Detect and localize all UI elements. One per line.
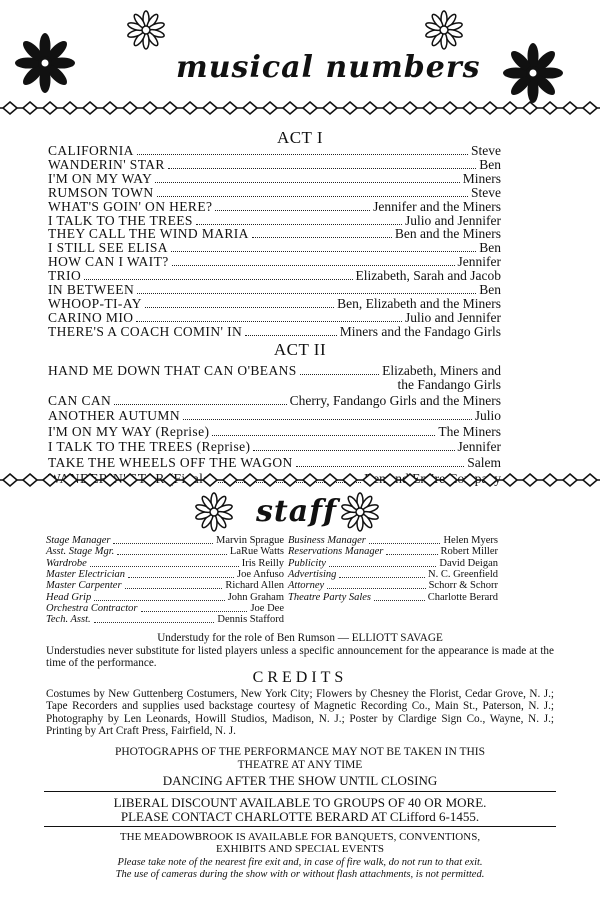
discount-contact: PLEASE CONTACT CHARLOTTE BERARD AT CLifford 6-1455. xyxy=(120,809,480,824)
dancing-notice: DANCING AFTER THE SHOW UNTIL CLOSING xyxy=(162,773,438,788)
song-performers: Miners xyxy=(462,170,501,186)
staff-row xyxy=(46,580,284,591)
dot-leader xyxy=(117,554,227,555)
song-performers: Elizabeth, Sarah and Jacob xyxy=(355,268,501,284)
song-row xyxy=(48,269,501,283)
song-performers: Miners and the Fandago Girls xyxy=(339,323,501,339)
song-performers: The Miners xyxy=(438,423,501,439)
dot-leader xyxy=(245,335,337,336)
white-flower-icon xyxy=(194,492,234,532)
staff-name: Helen Myers xyxy=(443,535,498,546)
divider xyxy=(44,826,556,827)
song-title: TAKE THE WHEELS OFF THE WAGON xyxy=(48,455,293,470)
staff-name: Robert Miller xyxy=(440,546,498,558)
song-row xyxy=(48,255,501,269)
staff-row xyxy=(288,546,498,557)
diamond-border xyxy=(0,470,600,490)
song-row xyxy=(48,456,501,470)
understudy-line: Understudy for the role of Ben Rumson — ELLIOTT SAVAGE xyxy=(157,632,443,644)
dot-leader xyxy=(253,450,454,451)
dot-leader xyxy=(155,182,459,183)
staff-row xyxy=(46,614,284,625)
dot-leader xyxy=(172,265,455,266)
dot-leader xyxy=(374,600,425,601)
staff-role: Tech. Asst. xyxy=(46,614,91,626)
song-row xyxy=(48,283,501,297)
dot-leader xyxy=(113,543,213,544)
song-title: HOW CAN I WAIT? xyxy=(48,254,169,270)
song-title: THEY CALL THE WIND MARIA xyxy=(48,226,249,242)
song-row xyxy=(48,394,501,408)
song-performers: Jennifer xyxy=(457,254,501,270)
act1-heading: ACT I xyxy=(276,128,324,147)
camera-notice: The use of cameras during the show with or without flash attachments, is not permitted. xyxy=(115,869,485,880)
dot-leader xyxy=(145,307,334,308)
song-row xyxy=(48,144,501,158)
song-row xyxy=(48,241,501,255)
staff-row xyxy=(46,535,284,546)
song-performers: Salem xyxy=(467,455,501,470)
song-performers: Jennifer and the Miners xyxy=(373,198,501,214)
song-title: ANOTHER AUTUMN xyxy=(48,408,180,424)
staff-role: Reservations Manager xyxy=(288,546,384,558)
song-title: WHAT'S GOIN' ON HERE? xyxy=(48,198,213,214)
staff-name: N. C. Greenfield xyxy=(428,568,498,580)
dot-leader xyxy=(183,419,472,420)
dot-leader xyxy=(94,622,215,623)
staff-name: Joe Dee xyxy=(250,602,284,614)
song-row xyxy=(48,172,501,186)
staff-role: Publicity xyxy=(288,557,326,569)
staff-row xyxy=(288,569,498,580)
song-row xyxy=(48,364,501,378)
song-row xyxy=(48,297,501,311)
staff-role: Master Carpenter xyxy=(46,580,122,592)
song-performers: Julio and Jennifer xyxy=(405,309,501,325)
song-performers: Steve xyxy=(471,184,501,200)
song-performers: Steve xyxy=(471,143,501,158)
staff-row xyxy=(288,535,498,546)
staff-role: Asst. Stage Mgr. xyxy=(46,546,115,558)
white-flower-icon xyxy=(126,10,166,50)
staff-role: Wardrobe xyxy=(46,557,87,569)
song-title: CALIFORNIA xyxy=(48,143,134,158)
song-performers: Ben xyxy=(479,156,501,172)
dot-leader xyxy=(136,321,402,322)
staff-row xyxy=(288,580,498,591)
act2-heading: ACT II xyxy=(273,340,327,359)
song-row xyxy=(48,325,501,339)
dot-leader xyxy=(252,237,392,238)
song-row xyxy=(48,186,501,200)
black-flower-icon xyxy=(10,28,80,98)
credits-text: Costumes by New Guttenberg Costumers, New York City; Flowers by Chesney the Florist, Cedar Grove, N. J.; Tape Recorders and supplies used backstage courtesy of Magnetic Recording Co., Main St., Paterson, N. J.; Photography by Len Leonards, Howill Studios, Madison, N. J.; Poster by Clardige Sign Co., Wayne, N. J.; Printing by Art Craft Press, Fairfield, N. J. xyxy=(46,688,554,737)
staff-name: LaRue Watts xyxy=(229,546,284,558)
dot-leader xyxy=(339,577,425,578)
dot-leader xyxy=(369,543,441,544)
song-row xyxy=(48,200,501,214)
white-flower-icon xyxy=(340,492,380,532)
song-row xyxy=(48,409,501,423)
song-row xyxy=(48,440,501,454)
song-performers: Jennifer xyxy=(457,439,501,455)
song-performers: Ben, Elizabeth and the Miners xyxy=(337,295,501,311)
staff-role: Orchestra Contractor xyxy=(46,602,138,614)
header-title: musical numbers xyxy=(176,50,481,85)
song-performers: Ben xyxy=(479,240,501,256)
divider xyxy=(44,791,556,792)
staff-role: Advertising xyxy=(288,568,337,580)
song-title: I TALK TO THE TREES xyxy=(48,212,193,228)
song-row xyxy=(48,227,501,241)
song-performers: Elizabeth, Miners and xyxy=(382,363,501,378)
song-title: IN BETWEEN xyxy=(48,282,135,297)
staff-role: Head Grip xyxy=(46,591,92,603)
song-title: I TALK TO THE TREES (Reprise) xyxy=(48,439,251,455)
staff-role: Business Manager xyxy=(288,535,366,546)
dot-leader xyxy=(300,374,379,375)
dot-leader xyxy=(171,251,476,252)
staff-name: David Deigan xyxy=(439,557,498,569)
staff-row xyxy=(46,558,284,569)
staff-role: Theatre Party Sales xyxy=(288,591,372,603)
song-row xyxy=(48,214,501,228)
discount-notice: LIBERAL DISCOUNT AVAILABLE TO GROUPS OF 40 OR MORE. xyxy=(113,795,487,810)
dot-leader xyxy=(296,466,465,467)
dot-leader xyxy=(137,293,476,294)
song-performers: Julio xyxy=(474,408,501,424)
dot-leader xyxy=(157,196,468,197)
song-row xyxy=(48,158,501,172)
dot-leader xyxy=(94,600,225,601)
photos-notice-cont: THEATRE AT ANY TIME xyxy=(237,759,363,771)
staff-row xyxy=(46,546,284,557)
staff-name: Richard Allen xyxy=(225,580,284,592)
staff-row xyxy=(46,569,284,580)
understudy-note: Understudies never substitute for listed players unless a specific announcement for the appearance is made at the time of the performance. xyxy=(46,645,554,670)
dot-leader xyxy=(196,224,402,225)
song-performers: Ben xyxy=(479,282,501,297)
dot-leader xyxy=(386,554,437,555)
meadowbrook-notice-cont: EXHIBITS AND SPECIAL EVENTS xyxy=(216,843,384,855)
photos-notice: PHOTOGRAPHS OF THE PERFORMANCE MAY NOT BE TAKEN IN THIS xyxy=(114,746,485,758)
song-performers: Cherry, Fandango Girls and the Miners xyxy=(289,392,501,408)
song-title: HAND ME DOWN THAT CAN O'BEANS xyxy=(48,363,297,378)
staff-name: Dennis Stafford xyxy=(217,614,284,626)
song-title: I STILL SEE ELISA xyxy=(48,240,168,256)
song-performers: Ben and the Miners xyxy=(394,226,501,242)
staff-name: Charlotte Berard xyxy=(427,591,498,603)
song-title: THERE'S A COACH COMIN' IN xyxy=(48,323,243,339)
white-flower-icon xyxy=(424,10,464,50)
staff-name: Schorr & Schorr xyxy=(428,580,498,592)
staff-role: Attorney xyxy=(288,580,325,592)
staff-role: Stage Manager xyxy=(46,535,111,546)
dot-leader xyxy=(329,566,436,567)
dot-leader xyxy=(215,210,370,211)
song-row xyxy=(48,425,501,439)
staff-row xyxy=(46,592,284,603)
staff-row xyxy=(288,558,498,569)
song-title: TRIO xyxy=(48,268,82,284)
song-performers: Julio and Jennifer xyxy=(405,212,501,228)
staff-row xyxy=(288,592,498,603)
meadowbrook-notice: THE MEADOWBROOK IS AVAILABLE FOR BANQUETS, CONVENTIONS, xyxy=(119,831,481,843)
dot-leader xyxy=(125,588,223,589)
song-title: CARINO MIO xyxy=(48,309,134,325)
staff-title: staff xyxy=(256,494,337,529)
dot-leader xyxy=(327,588,425,589)
dot-leader xyxy=(128,577,234,578)
song-title: I'M ON MY WAY (Reprise) xyxy=(48,423,210,439)
dot-leader xyxy=(168,168,476,169)
diamond-border xyxy=(0,98,600,118)
staff-name: Marvin Sprague xyxy=(216,535,284,546)
dot-leader xyxy=(84,279,352,280)
song-title: RUMSON TOWN xyxy=(48,184,154,200)
dot-leader xyxy=(212,435,435,436)
staff-role: Master Electrician xyxy=(46,568,126,580)
staff-name: Iris Reilly xyxy=(241,557,284,569)
song-title: CAN CAN xyxy=(48,392,112,408)
dot-leader xyxy=(114,404,286,405)
credits-heading: CREDITS xyxy=(252,669,348,686)
staff-name: Joe Anfuso xyxy=(237,568,284,580)
song-title: WANDERIN' STAR xyxy=(48,156,165,172)
song-performers-cont: the Fandango Girls xyxy=(397,377,501,392)
dot-leader xyxy=(90,566,239,567)
dot-leader xyxy=(137,154,468,155)
dot-leader xyxy=(141,611,248,612)
staff-row xyxy=(46,603,284,614)
staff-name: John Graham xyxy=(227,591,284,603)
song-title: I'M ON MY WAY xyxy=(48,170,153,186)
fire-exit-notice: Please take note of the nearest fire exit and, in case of fire walk, do not run to that exit. xyxy=(117,857,483,868)
song-row xyxy=(48,311,501,325)
song-title: WHOOP-TI-AY xyxy=(48,295,142,311)
